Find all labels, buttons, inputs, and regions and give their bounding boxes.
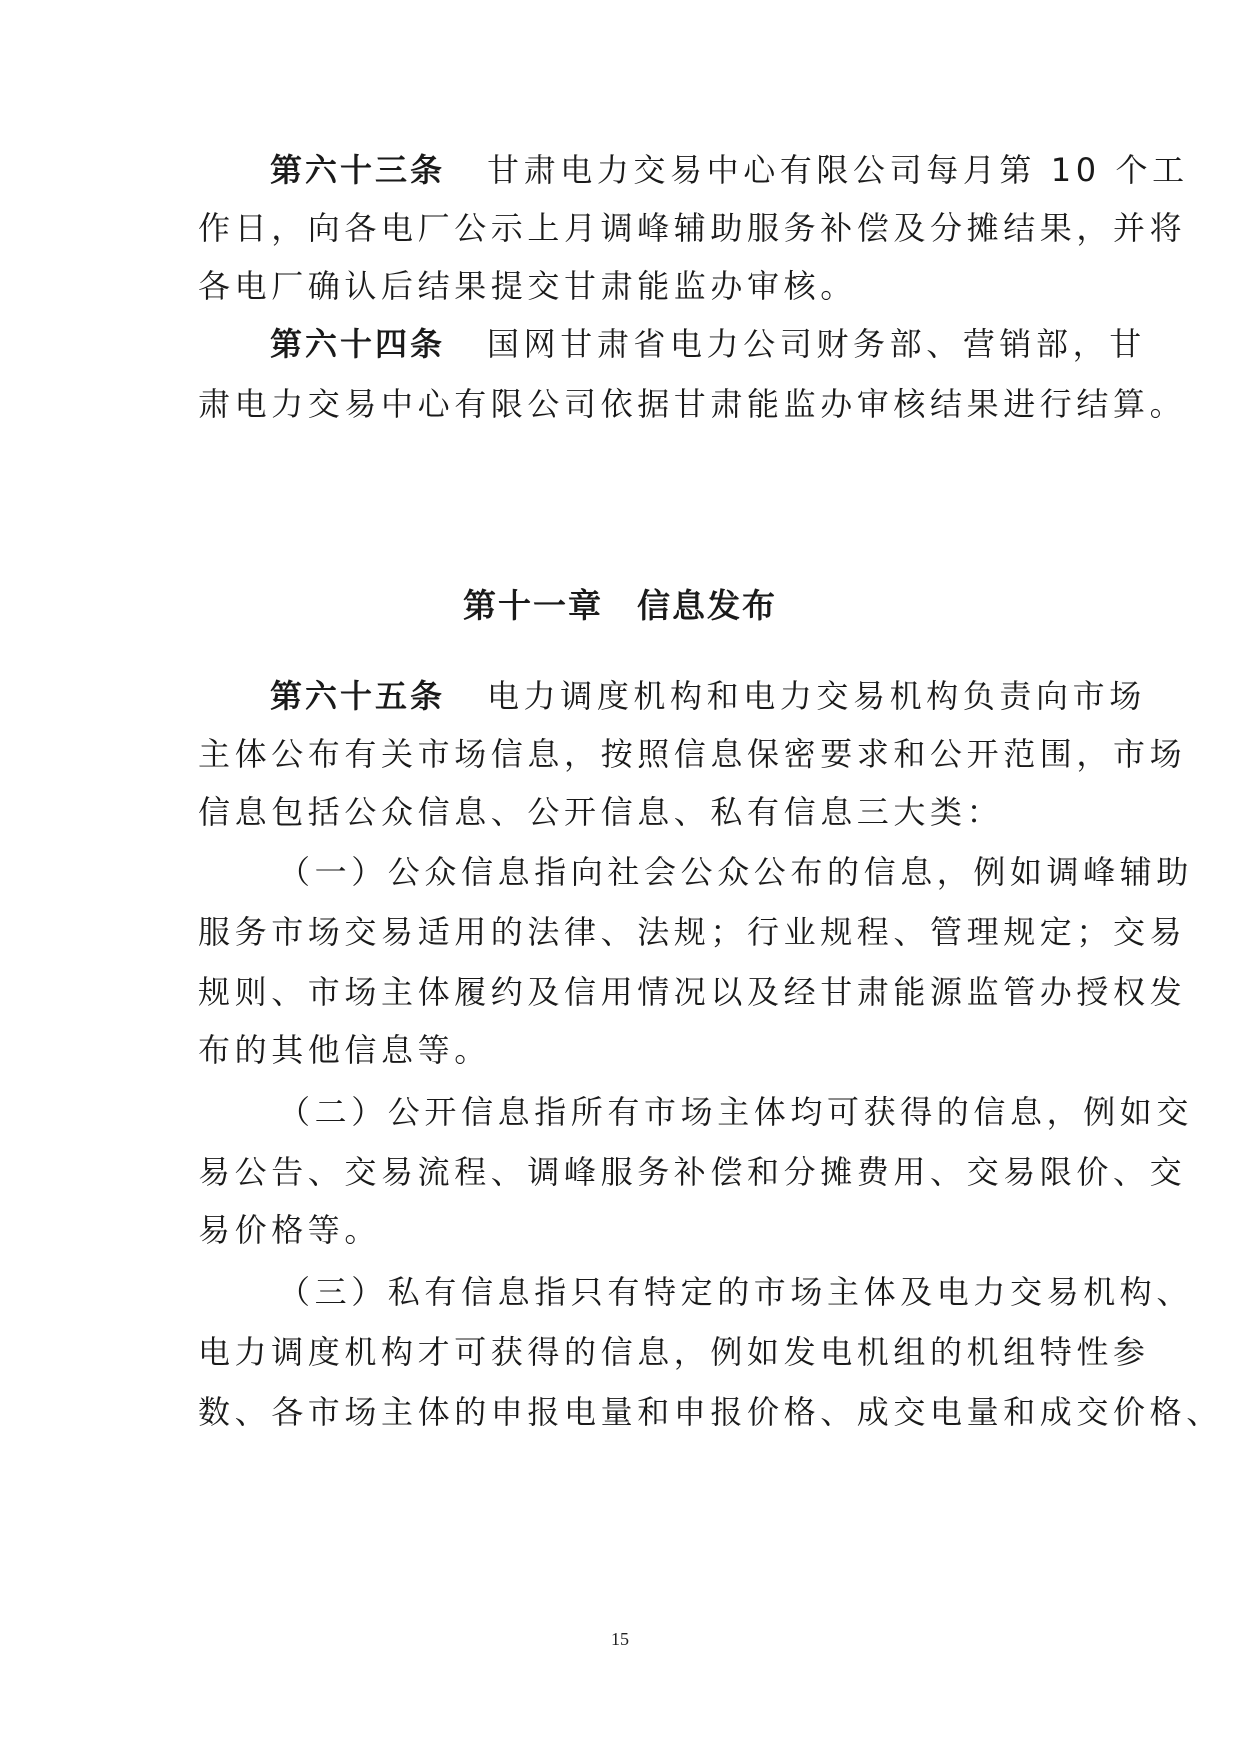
item-3-line-2: 电力调度机构才可获得的信息，例如发电机组的机组特性参: [198, 1333, 1150, 1371]
article-63-text-1: 甘肃电力交易中心有限公司每月第 10 个工: [487, 151, 1189, 189]
item-2-line-3: 易价格等。: [198, 1211, 382, 1249]
article-64-line-1: [270, 324, 1146, 364]
article-64-text-1: 国网甘肃省电力公司财务部、营销部，甘: [487, 325, 1146, 363]
article-65-text-1: 电力调度机构和电力交易机构负责向市场: [487, 677, 1146, 715]
item-2-line-2: 易公告、交易流程、调峰服务补偿和分摊费用、交易限价、交: [198, 1153, 1187, 1191]
article-63-line-1: [270, 150, 1189, 190]
article-63-title: 第六十三条: [270, 151, 446, 189]
article-65-title: 第六十五条: [270, 677, 446, 715]
item-1-line-1: （一）公众信息指向社会公众公布的信息，例如调峰辅助: [278, 853, 1194, 891]
chapter-number: 第十一章: [463, 586, 603, 625]
item-3-line-3: 数、各市场主体的申报电量和申报价格、成交电量和成交价格、: [198, 1393, 1223, 1431]
page-number: 15: [611, 1629, 629, 1649]
article-64-title: 第六十四条: [270, 325, 446, 363]
item-1-line-2: 服务市场交易适用的法律、法规；行业规程、管理规定；交易: [198, 913, 1187, 951]
article-64-line-2: 肃电力交易中心有限公司依据甘肃能监办审核结果进行结算。: [198, 385, 1187, 423]
article-65-line-2: 主体公布有关市场信息，按照信息保密要求和公开范围，市场: [198, 735, 1187, 773]
article-63-line-2: 作日，向各电厂公示上月调峰辅助服务补偿及分摊结果，并将: [198, 209, 1187, 247]
article-63-line-3: 各电厂确认后结果提交甘肃能监办审核。: [198, 267, 857, 305]
item-2-line-1: （二）公开信息指所有市场主体均可获得的信息，例如交: [278, 1093, 1194, 1131]
item-1-line-4: 布的其他信息等。: [198, 1031, 491, 1069]
item-3-line-1: （三）私有信息指只有特定的市场主体及电力交易机构、: [278, 1273, 1194, 1311]
chapter-heading: [0, 586, 1240, 626]
item-1-line-3: 规则、市场主体履约及信用情况以及经甘肃能源监管办授权发: [198, 973, 1187, 1011]
article-65-line-1: [270, 676, 1146, 716]
article-65-line-3: 信息包括公众信息、公开信息、私有信息三大类：: [198, 793, 1004, 831]
chapter-title: 信息发布: [637, 586, 777, 625]
